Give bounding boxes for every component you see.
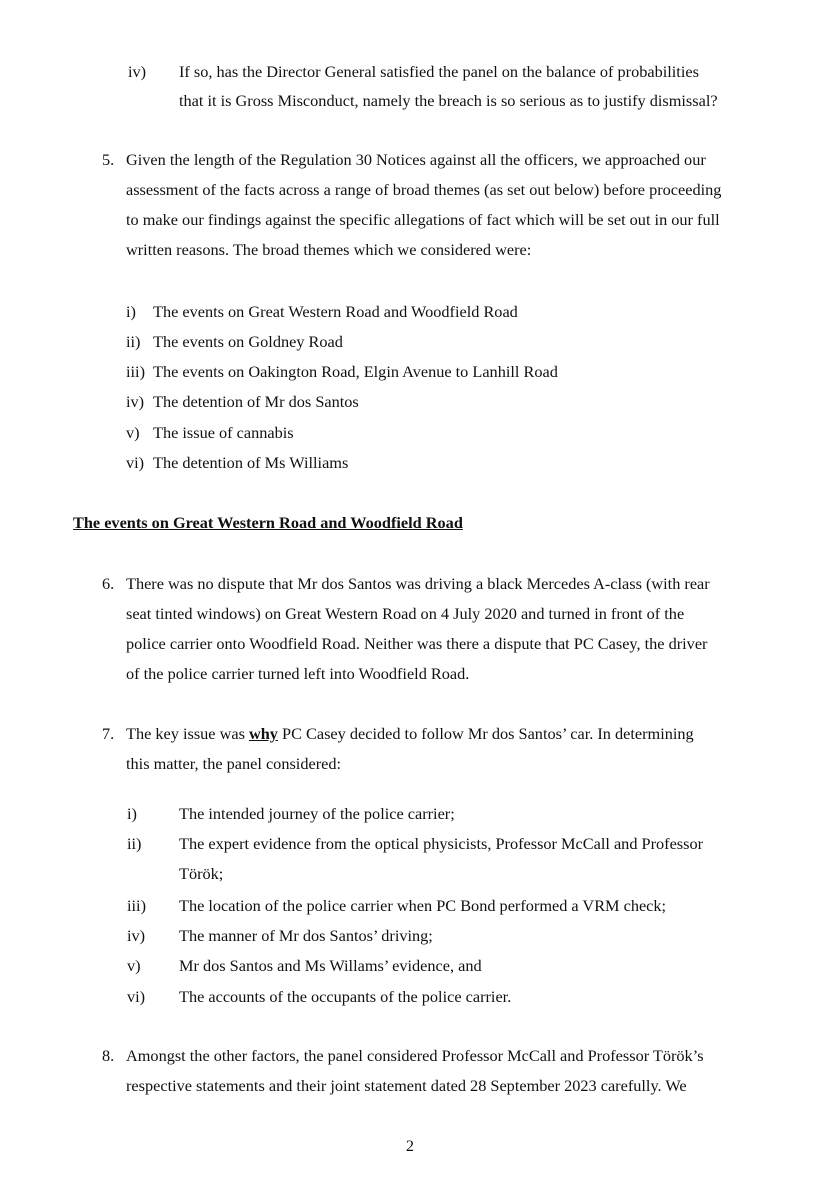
list-item: The accounts of the occupants of the police carrier. [179, 987, 512, 1006]
list-marker: ii) [126, 332, 141, 351]
list-marker: iii) [126, 362, 145, 381]
emphasis-why: why [248, 724, 278, 743]
paragraph-number: 6. [102, 574, 115, 593]
list-item: The location of the police carrier when PC Bond performed a VRM check; [179, 896, 667, 915]
list-marker: iv) [127, 926, 146, 945]
list-item: Mr dos Santos and Ms Willams’ evidence, and [179, 956, 482, 975]
list-marker: vi) [127, 987, 146, 1006]
text-run: The key issue was [126, 724, 249, 743]
paragraph-line: police carrier onto Woodfield Road. Neither was there a dispute that PC Casey, the driver [126, 634, 708, 653]
list-item: The events on Great Western Road and Woodfield Road [153, 302, 518, 321]
paragraph-line: to make our findings against the specific allegations of fact which will be set out in our full [126, 210, 720, 229]
sub-item-text-line: If so, has the Director General satisfied the panel on the balance of probabilities [179, 62, 699, 81]
paragraph-line [126, 724, 694, 744]
paragraph-line: of the police carrier turned left into Woodfield Road. [126, 664, 470, 683]
list-marker: iii) [127, 896, 146, 915]
paragraph-line: There was no dispute that Mr dos Santos was driving a black Mercedes A-class (with rear [126, 574, 710, 593]
list-item: The detention of Ms Williams [153, 453, 349, 472]
list-item: The intended journey of the police carrier; [179, 804, 455, 823]
paragraph-number: 5. [102, 150, 115, 169]
list-item: The manner of Mr dos Santos’ driving; [179, 926, 433, 945]
paragraph-number: 7. [102, 724, 115, 743]
list-marker: i) [126, 302, 136, 321]
sub-item-text-line: that it is Gross Misconduct, namely the breach is so serious as to justify dismissal? [179, 91, 718, 110]
list-marker: ii) [127, 834, 142, 853]
paragraph-number: 8. [102, 1046, 115, 1065]
paragraph-line: seat tinted windows) on Great Western Road on 4 July 2020 and turned in front of the [126, 604, 685, 623]
paragraph-line: Given the length of the Regulation 30 Notices against all the officers, we approached our [126, 150, 706, 169]
text-run: PC Casey decided to follow Mr dos Santos’ car. In determining [277, 724, 694, 743]
paragraph-line: written reasons. The broad themes which we considered were: [126, 240, 532, 259]
sub-item-marker: iv) [128, 62, 147, 81]
list-item: The detention of Mr dos Santos [153, 392, 359, 411]
page-number: 2 [405, 1136, 415, 1155]
section-heading: The events on Great Western Road and Woodfield Road [73, 513, 463, 532]
list-item: The issue of cannabis [153, 423, 294, 442]
list-item: Török; [179, 864, 224, 883]
list-marker: v) [127, 956, 141, 975]
list-item: The events on Goldney Road [153, 332, 343, 351]
list-marker: iv) [126, 392, 145, 411]
list-item: The expert evidence from the optical physicists, Professor McCall and Professor [179, 834, 704, 853]
paragraph-line: this matter, the panel considered: [126, 754, 342, 773]
paragraph-line: Amongst the other factors, the panel considered Professor McCall and Professor Török’s [126, 1046, 704, 1065]
list-marker: i) [127, 804, 137, 823]
paragraph-line: assessment of the facts across a range of broad themes (as set out below) before proceeding [126, 180, 722, 199]
list-marker: vi) [126, 453, 145, 472]
list-item: The events on Oakington Road, Elgin Avenue to Lanhill Road [153, 362, 558, 381]
list-marker: v) [126, 423, 140, 442]
paragraph-line: respective statements and their joint statement dated 28 September 2023 carefully. We [126, 1076, 687, 1095]
